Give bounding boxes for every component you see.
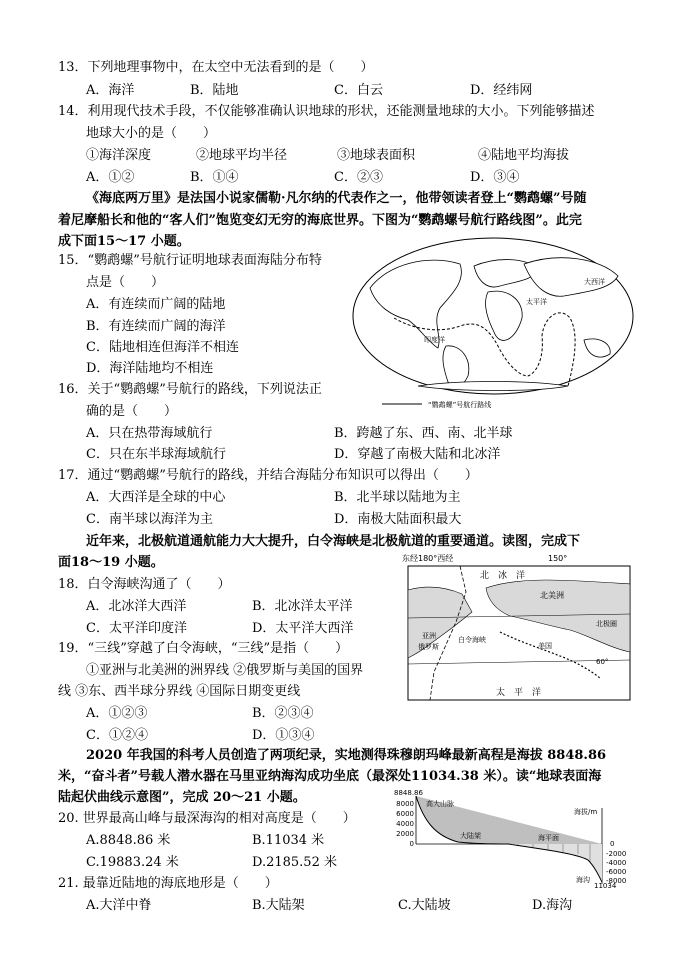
q15-option-d: D．海洋陆地均不相连	[86, 361, 214, 376]
bering-label-pacific: 太 平 洋	[496, 688, 542, 698]
q14-option-a: A．①②	[86, 170, 135, 185]
passage2-line2: 面18～19 小题。	[58, 555, 164, 570]
q20-option-d: D.2185.52 米	[252, 855, 337, 870]
q20-option-c: C.19883.24 米	[86, 855, 179, 870]
q20-stem: 20. 世界最高山峰与最深海沟的相对高度是（ ）	[58, 811, 356, 826]
bering-label-strait: 白令海峡	[458, 636, 486, 644]
q21-stem: 21. 最靠近陆地的海底地形是（ ）	[58, 876, 278, 891]
q14-item-2: ②地球平均半径	[196, 148, 288, 163]
passage2-line1: 近年来，北极航道通航能力大大提升，白令海峡是北极航道的重要通道。读图，完成下	[86, 534, 581, 549]
map-legend-route: “鹦鹉螺”号航行路线	[428, 401, 492, 409]
bering-label-60: 60°	[596, 658, 609, 666]
bering-label-asia: 亚洲	[422, 632, 436, 640]
q14-stem-line1: 14．利用现代技术手段，不仅能够准确认识地球的形状，还能测量地球的大小。下列能够描述	[58, 104, 595, 119]
q20-option-a: A.8848.86 米	[86, 833, 171, 848]
q18-stem: 18．白令海峡沟通了（ ）	[58, 577, 231, 592]
curve-y-right-0: 0	[610, 840, 615, 848]
q19-option-a: A．①②③	[86, 706, 148, 721]
bering-label-russia: 俄罗斯	[418, 643, 439, 651]
passage3-line3: 陆起伏曲线示意图”，完成 20～21 小题。	[58, 790, 306, 805]
q18-option-b: B．北冰洋太平洋	[252, 599, 353, 614]
q18-option-c: C．太平洋印度洋	[86, 621, 187, 636]
q19-stem: 19．“三线”穿越了白令海峡，“三线”是指（ ）	[58, 641, 349, 656]
q14-option-d: D．③④	[470, 170, 520, 185]
q13-option-d: D．经纬网	[470, 83, 533, 98]
curve-y-left-6000: 6000	[396, 810, 414, 818]
q14-stem-line2: 地球大小的是（ ）	[86, 126, 217, 141]
q21-option-a: A.大洋中脊	[86, 898, 152, 913]
q16-stem-line2: 确的是（ ）	[86, 404, 178, 419]
curve-label-mountain: 高大山脉	[426, 800, 454, 808]
map-label-pacific: 太平洋	[526, 298, 547, 306]
q19-option-d: D．①③④	[252, 728, 315, 743]
q13-option-a: A．海洋	[86, 83, 135, 98]
q16-option-d: D．穿越了南极大陆和北冰洋	[334, 447, 501, 462]
q15-stem-line2: 点是（ ）	[86, 275, 165, 290]
q19-option-b: B．②③④	[252, 706, 314, 721]
map-label-indian: 印度洋	[424, 336, 445, 344]
nautilus-route-map	[348, 236, 638, 416]
passage1-line3: 成下面15～17 小题。	[58, 234, 190, 249]
curve-y-left-2000: 2000	[396, 830, 414, 838]
q15-stem-line1: 15．“鹦鹉螺”号航行证明地球表面海陆分布特	[58, 253, 322, 268]
curve-label-sea-level: 海平面	[538, 834, 559, 842]
q18-option-d: D．太平洋大西洋	[252, 621, 354, 636]
bering-label-arctic: 北 冰 洋	[480, 571, 526, 581]
hypsographic-curve-chart	[388, 786, 650, 888]
curve-y-right-11034: 11034	[594, 882, 617, 888]
q19-line2: ①亚洲与北美洲的洲界线 ②俄罗斯与美国的国界	[86, 663, 364, 678]
curve-y-left-8000: 8000	[396, 800, 414, 808]
q15-option-a: A．有连续而广阔的陆地	[86, 297, 226, 312]
q21-option-b: B.大陆架	[252, 898, 305, 913]
curve-y-left-0: 0	[409, 840, 414, 848]
passage3-line1: 2020 年我国的科考人员创造了两项纪录，实地测得珠穆朗玛峰最新高程是海拔 8848.86	[86, 748, 607, 763]
q14-item-1: ①海洋深度	[86, 148, 152, 163]
q17-option-d: D．南极大陆面积最大	[334, 512, 462, 527]
q17-option-c: C．南半球以海洋为主	[86, 512, 213, 527]
curve-y-right-8000: -8000	[606, 877, 627, 885]
q14-option-c: C．②③	[334, 170, 383, 185]
bering-label-150: 150°	[548, 554, 568, 563]
q14-option-b: B．①④	[190, 170, 239, 185]
q13-option-b: B．陆地	[190, 83, 239, 98]
q16-option-b: B．跨越了东、西、南、北半球	[334, 426, 513, 441]
curve-label-shelf: 大陆架	[460, 832, 481, 840]
q16-option-a: A．只在热带海域航行	[86, 426, 213, 441]
bering-label-arctic-circle: 北极圈	[596, 620, 617, 628]
q20-option-b: B.11034 米	[252, 833, 325, 848]
curve-y-left-4000: 4000	[396, 820, 414, 828]
curve-y-right-4000: -4000	[606, 859, 627, 867]
bering-label-north-america: 北美洲	[540, 591, 564, 600]
q17-option-b: B．北半球以陆地为主	[334, 490, 461, 505]
q17-option-a: A．大西洋是全球的中心	[86, 490, 226, 505]
curve-y-unit: 海拔/m	[574, 808, 598, 816]
passage1-line2: 着尼摩船长和他的“客人们”饱览变幻无穷的海底世界。下图为“鹦鹉螺号航行路线图”。此完	[58, 213, 582, 228]
q15-option-b: B．有连续而广阔的海洋	[86, 319, 226, 334]
q15-option-c: C．陆地相连但海洋不相连	[86, 340, 239, 355]
bering-label-usa: 美国	[538, 642, 552, 650]
curve-label-trench: 海沟	[576, 876, 590, 884]
map-label-atlantic: 大西洋	[584, 278, 605, 286]
q18-option-a: A．北冰洋大西洋	[86, 599, 187, 614]
q16-option-c: C．只在东半球海域航行	[86, 447, 226, 462]
q14-item-4: ④陆地平均海拔	[478, 148, 570, 163]
bering-strait-map	[400, 552, 640, 702]
passage3-line2: 米，“奋斗者”号载人潜水器在马里亚纳海沟成功坐底（最深处11034.38 米）。读“地球表面海	[58, 769, 602, 784]
curve-y-right-2000: -2000	[606, 850, 627, 858]
bering-label-top-left: 东经180°西经	[402, 554, 454, 563]
q14-item-3: ③地球表面积	[337, 148, 416, 163]
q21-option-c: C.大陆坡	[398, 898, 451, 913]
q13-option-c: C．白云	[334, 83, 383, 98]
q19-line3: 线 ③东、西半球分界线 ④国际日期变更线	[58, 684, 301, 699]
q16-stem-line1: 16．关于“鹦鹉螺”号航行的路线，下列说法正	[58, 382, 322, 397]
q13-stem: 13．下列地理事物中，在太空中无法看到的是（ ）	[58, 60, 374, 75]
curve-top-value: 8848.86	[394, 789, 423, 797]
q17-stem: 17．通过“鹦鹉螺”号航行的路线，并结合海陆分布知识可以得出（ ）	[58, 468, 478, 483]
q19-option-c: C．①②④	[86, 728, 148, 743]
curve-y-right-6000: -6000	[606, 868, 627, 876]
q21-option-d: D.海沟	[532, 898, 573, 913]
passage1-line1: 《海底两万里》是法国小说家儒勒·凡尔纳的代表作之一，他带领读者登上“鹦鹉螺”号随	[86, 191, 587, 206]
